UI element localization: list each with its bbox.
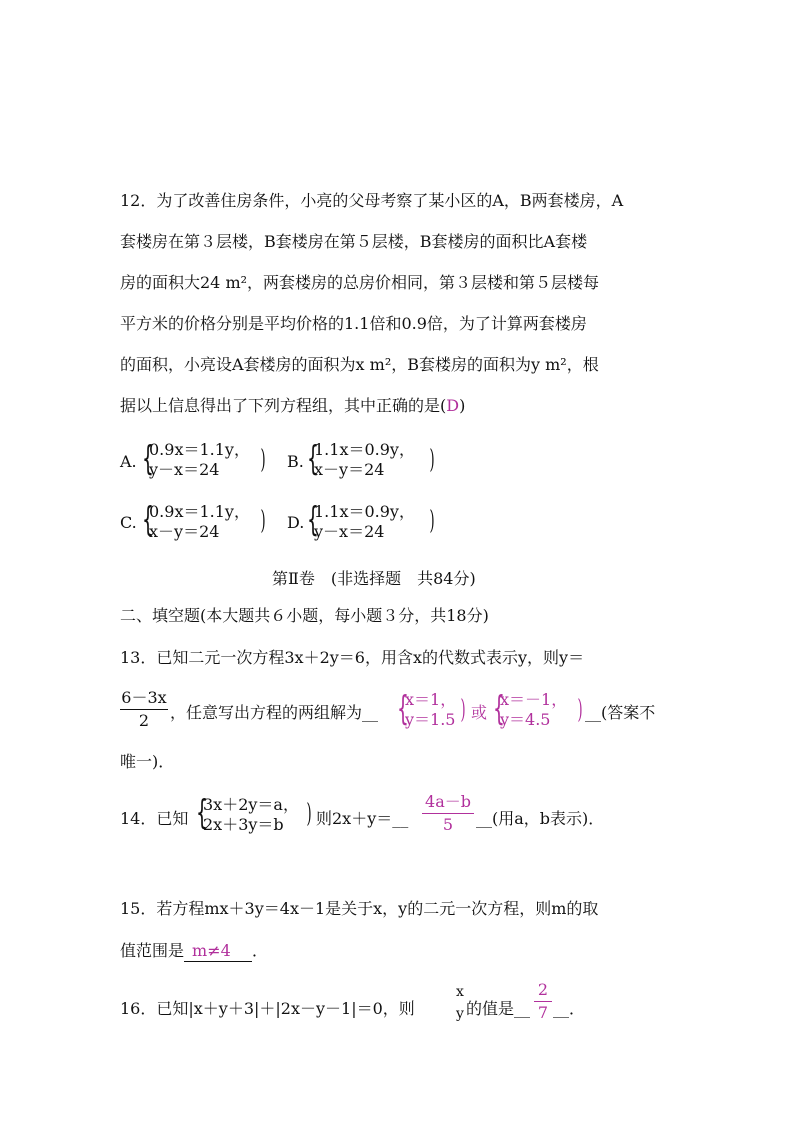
q12-close-paren: )	[459, 396, 466, 415]
left-brace: {	[307, 439, 319, 479]
q15-line-2	[120, 941, 268, 962]
left-brace: {	[493, 689, 505, 729]
q14-tail: __(用a，b表示)．	[476, 809, 605, 828]
q13-frac-denominator: 2	[138, 711, 150, 730]
q15-line-1: 15．若方程mx＋3y＝4x－1是关于x，y的二元一次方程，则m的取	[120, 899, 599, 918]
q13-solution-1	[405, 690, 456, 730]
q15-tail: ．	[252, 941, 269, 960]
q13-line-3: 唯一)．	[120, 752, 175, 771]
option-a-system	[149, 440, 250, 480]
q14-answer-numerator: 4a－b	[425, 792, 471, 811]
q14-system	[203, 795, 299, 835]
q13-fraction	[120, 688, 168, 731]
option-c-eq2: x－y＝24	[149, 522, 220, 541]
q13-tail: __(答案不	[585, 703, 656, 722]
option-c-label: C.	[120, 513, 137, 532]
q13-line-1: 13．已知二元一次方程3x＋2y＝6，用含x的代数式表示y，则y＝	[120, 648, 585, 667]
option-c-eq1: 0.9x＝1.1y，	[149, 502, 250, 521]
q16-answer-denominator: 7	[537, 1003, 549, 1022]
q12-last-line: 据以上信息得出了下列方程组，其中正确的是(	[120, 396, 447, 415]
option-b-system	[314, 440, 415, 480]
option-d-eq1: 1.1x＝0.9y，	[314, 502, 415, 521]
option-d-system	[314, 502, 415, 542]
q12-answer: D	[446, 396, 460, 415]
q15-answer: m≠4	[192, 941, 231, 960]
right-paren: )	[429, 445, 435, 475]
q12-line-1: 12．为了改善住房条件，小亮的父母考察了某小区的A，B两套楼房，A	[120, 191, 624, 210]
left-brace: {	[307, 500, 319, 540]
q13-frac-numerator: 6－3x	[121, 688, 167, 707]
q13-sol2-eq1: x＝－1，	[500, 690, 568, 709]
q12-line-3: 房的面积大24 m²，两套楼房的总房价相同，第３层楼和第５层楼每	[120, 273, 600, 292]
left-brace: {	[397, 689, 409, 729]
fraction-bar	[120, 709, 168, 710]
q14-eq2: 2x＋3y＝b	[203, 815, 284, 834]
option-a-eq1: 0.9x＝1.1y，	[149, 440, 250, 459]
q16-answer-fraction	[534, 980, 552, 1023]
q16-mid-text: 的值是__	[466, 999, 531, 1018]
q16-frac-numerator: x	[456, 984, 464, 1000]
q15-prefix: 值范围是	[120, 941, 185, 960]
right-paren: )	[460, 695, 466, 725]
q12-line-6	[120, 396, 465, 416]
q13-or: 或	[471, 703, 488, 722]
option-b-eq1: 1.1x＝0.9y，	[314, 440, 415, 459]
left-brace: {	[196, 793, 208, 833]
right-paren: )	[429, 506, 435, 536]
right-paren: )	[577, 695, 583, 725]
q16-fraction	[453, 982, 467, 1024]
q16-frac-denominator: y	[456, 1006, 464, 1022]
right-paren: )	[260, 445, 266, 475]
q14-eq1: 3x＋2y＝a，	[203, 795, 299, 814]
q16-prefix: 16．已知|x＋y＋3|＋|2x－y－1|＝0，则	[120, 999, 415, 1018]
part2-heading: 二、填空题(本大题共６小题，每小题３分，共18分)	[120, 606, 489, 625]
q12-line-4: 平方米的价格分别是平均价格的1.1倍和0.9倍，为了计算两套楼房	[120, 314, 587, 333]
q13-sol1-eq2: y＝1.5	[405, 710, 456, 729]
q14-answer-fraction	[422, 792, 474, 835]
fraction-bar	[534, 1001, 552, 1002]
q12-line-2: 套楼房在第３层楼，B套楼房在第５层楼，B套楼房的面积比A套楼	[120, 232, 588, 251]
q13-mid-text: ，任意写出方程的两组解为__	[170, 703, 379, 722]
right-paren: )	[260, 506, 266, 536]
right-paren: )	[306, 799, 312, 829]
q12-line-5: 的面积，小亮设A套楼房的面积为x m²，B套楼房的面积为y m²，根	[120, 355, 599, 374]
option-b-eq2: x－y＝24	[314, 460, 385, 479]
q14-mid-text: 则2x＋y＝__	[316, 809, 409, 828]
q16-tail: __．	[553, 999, 586, 1018]
option-b-label: B.	[287, 452, 304, 471]
option-a-label: A.	[120, 452, 137, 471]
left-brace: {	[142, 500, 154, 540]
q14-prefix: 14．已知	[120, 809, 189, 828]
left-brace: {	[142, 439, 154, 479]
q13-solution-2	[500, 690, 567, 730]
fraction-bar	[422, 813, 474, 814]
option-d-eq2: y－x＝24	[314, 522, 385, 541]
option-c-system	[149, 502, 250, 542]
option-a-eq2: y－x＝24	[149, 460, 220, 479]
q16-answer-numerator: 2	[537, 980, 549, 999]
q15-answer-blank	[184, 941, 252, 962]
section-title: 第Ⅱ卷 (非选择题 共84分)	[272, 569, 476, 588]
q13-sol1-eq1: x＝1，	[405, 690, 457, 709]
q14-answer-denominator: 5	[442, 815, 454, 834]
option-d-label: D.	[287, 513, 305, 532]
q13-sol2-eq2: y＝4.5	[500, 710, 551, 729]
